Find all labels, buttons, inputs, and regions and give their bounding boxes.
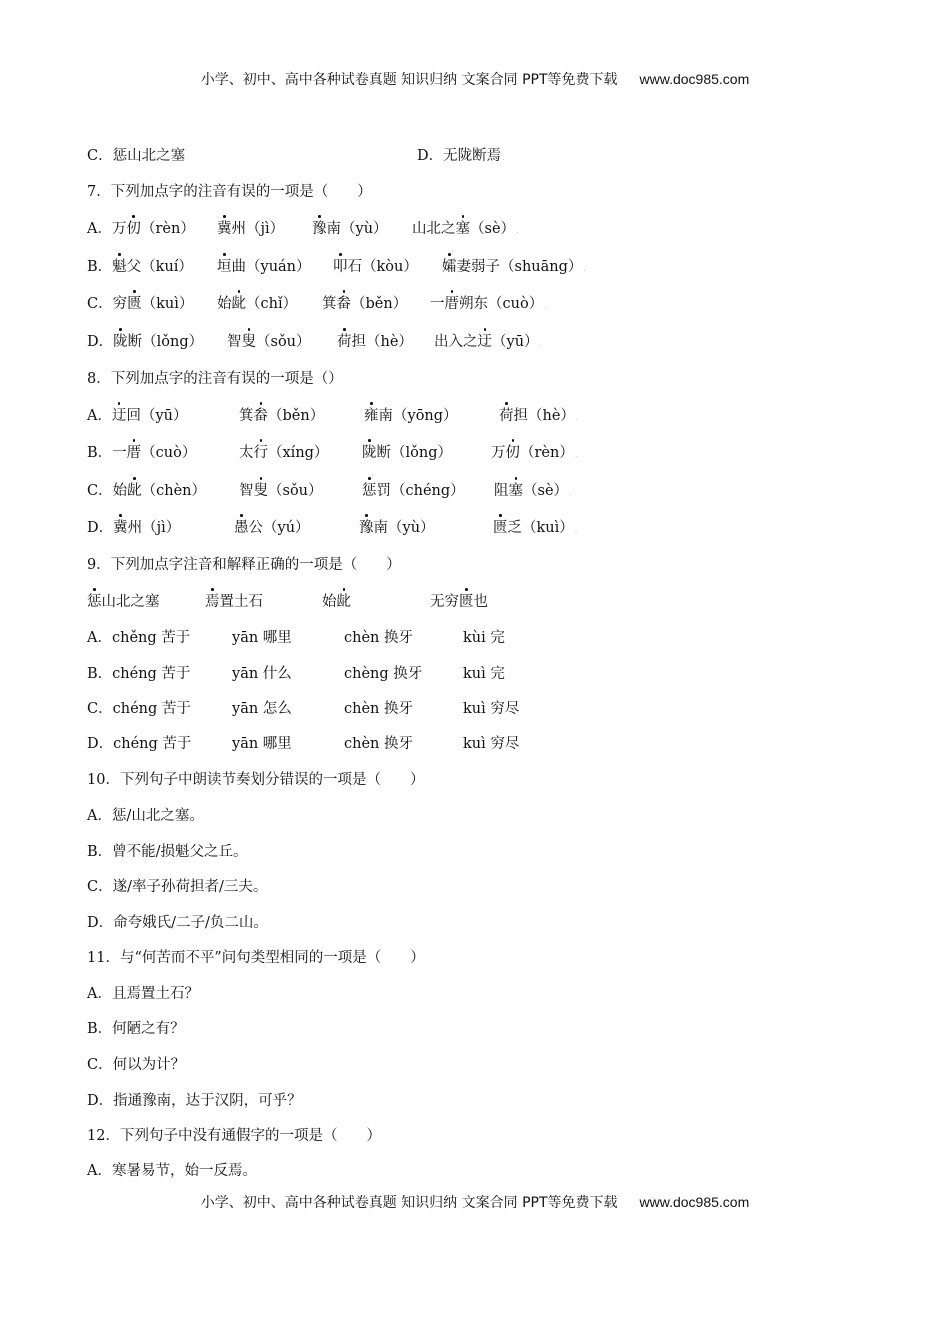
pinyin: （lǒng） [391, 445, 452, 461]
option-item [232, 733, 292, 755]
word-prefix: 始 [322, 594, 337, 610]
option-text: chéng 苦于 [113, 736, 192, 752]
q10-option-d: D．命夸娥氏/二子/负二山。 [87, 915, 268, 931]
pinyin: （kuì） [522, 520, 574, 536]
footer-banner-site: www.doc985.com [639, 1194, 750, 1210]
option-item [364, 405, 458, 427]
q9-word [87, 591, 160, 613]
dotted-char: 冀 [217, 218, 232, 240]
pinyin: （cuò） [141, 445, 197, 461]
option-item [217, 293, 297, 315]
option-item [344, 627, 413, 649]
pinyin: （lǒng） [142, 334, 204, 350]
option-text: 无陇断焉 [443, 148, 502, 164]
word-suffix: 也 [473, 594, 488, 610]
q12-option-a: A．寒暑易节，始一反焉。 [87, 1163, 257, 1179]
word-prefix: 箕 [239, 408, 254, 424]
word-prefix: 太 [239, 445, 254, 461]
option-text: chèng 换牙 [344, 666, 423, 682]
option-label: D． [417, 148, 444, 164]
dotted-char: 畚 [254, 405, 269, 427]
pinyin: （rèn） [140, 221, 195, 237]
option-item [87, 331, 203, 353]
option-label: D． [87, 736, 114, 752]
word-suffix: 担 [513, 408, 528, 424]
option-text: chèn 换牙 [344, 701, 413, 717]
pinyin: （yú） [263, 520, 310, 536]
pinyin: （cuò） [488, 296, 544, 312]
q6-option-c [87, 145, 185, 167]
option-label: C． [87, 148, 113, 164]
q10-option-b: B．曾不能/损魁父之丘。 [87, 844, 248, 860]
q10-stem: 10．下列句子中朗读节奏划分错误的一项是（ ） [87, 772, 425, 788]
paragraph-mark: . [575, 413, 579, 422]
dotted-char: 匮 [493, 517, 508, 539]
header-banner [0, 69, 950, 89]
dotted-char: 惩 [362, 480, 377, 502]
option-label: A． [87, 408, 112, 424]
option-item [87, 663, 190, 685]
option-item [87, 218, 195, 240]
pinyin: （hè） [528, 408, 575, 424]
option-label: C． [87, 296, 113, 312]
pinyin: （yū） [492, 334, 539, 350]
option-item [491, 442, 577, 466]
pinyin: （jì） [142, 520, 181, 536]
option-text: chèn 换牙 [344, 630, 413, 646]
word-prefix: 阻 [494, 483, 509, 499]
dotted-char: 陇 [362, 442, 377, 464]
option-item [430, 293, 547, 317]
option-item [234, 517, 310, 539]
q9-word [322, 591, 351, 613]
q11-option-c: C．何以为计？ [87, 1057, 186, 1073]
pinyin: （kuì） [141, 296, 194, 312]
word-suffix: 州 [127, 520, 143, 536]
option-text: chèn 换牙 [344, 736, 413, 752]
option-item [239, 405, 324, 427]
option-item [239, 442, 328, 464]
pinyin: （shuāng） [500, 259, 583, 275]
pinyin: （běn） [351, 296, 408, 312]
option-item [344, 663, 422, 685]
pinyin: （běn） [268, 408, 325, 424]
option-item [362, 480, 465, 502]
option-text: chéng 苦于 [112, 666, 191, 682]
option-item [322, 293, 407, 315]
pinyin: （xíng） [268, 445, 329, 461]
word-prefix: 山北之 [412, 221, 456, 237]
option-item [463, 733, 519, 755]
dotted-char: 行 [254, 442, 269, 464]
pinyin: （chéng） [391, 483, 465, 499]
dotted-char: 雍 [364, 405, 379, 427]
dotted-char: 厝 [445, 293, 460, 315]
option-item [87, 627, 190, 649]
q10-option-a: A．惩/山北之塞。 [87, 808, 204, 824]
option-text: yān 哪里 [232, 736, 292, 752]
option-item [359, 517, 435, 539]
dotted-char: 迂 [112, 405, 127, 427]
word-suffix: 父 [126, 259, 142, 275]
word-prefix: 箕 [322, 296, 337, 312]
dotted-char: 叟 [242, 331, 257, 353]
pinyin: （rèn） [520, 445, 574, 461]
option-item [494, 480, 572, 504]
q8-stem: 8．下列加点字的注音有误的一项是（） [87, 371, 343, 387]
dotted-char: 魁 [112, 256, 127, 278]
header-banner-text: 小学、初中、高中各种试卷真题 知识归纳 文案合同 PPT等免费下载 [200, 72, 618, 88]
word-suffix: 妻弱子 [456, 259, 500, 275]
word-prefix: 一 [430, 296, 445, 312]
paragraph-mark: . [583, 264, 586, 273]
word-prefix: 万 [491, 445, 506, 461]
option-item [87, 733, 191, 755]
option-item [333, 256, 418, 278]
dotted-char: 厝 [127, 442, 142, 464]
option-text: 惩山北之塞 [112, 148, 186, 164]
dotted-char: 匮 [127, 293, 142, 315]
option-label: B． [87, 445, 113, 461]
word-suffix: 南 [378, 408, 393, 424]
word-suffix: 南 [326, 221, 341, 237]
option-item [463, 663, 505, 685]
dotted-char: 豫 [312, 218, 327, 240]
footer-banner-text: 小学、初中、高中各种试卷真题 知识归纳 文案合同 PPT等免费下载 [200, 1195, 618, 1211]
option-label: D． [87, 520, 114, 536]
word-prefix: 万 [111, 221, 127, 237]
word-suffix: 曲 [231, 259, 246, 275]
pinyin: （sǒu） [268, 483, 323, 499]
dotted-char: 迂 [478, 331, 493, 353]
word-suffix: 罚 [376, 483, 391, 499]
word-suffix: 断 [127, 334, 143, 350]
pinyin: （kuí） [141, 259, 193, 275]
dotted-char: 仞 [126, 218, 141, 240]
dotted-char: 愚 [234, 517, 249, 539]
q11-option-d: D．指通豫南，达于汉阴，可乎？ [87, 1093, 302, 1109]
option-label: C． [87, 483, 113, 499]
dotted-char: 匮 [459, 591, 474, 613]
option-text: yān 什么 [232, 666, 292, 682]
word-suffix: 南 [373, 520, 388, 536]
option-item [232, 627, 292, 649]
option-item [87, 293, 193, 315]
paragraph-mark: . [574, 525, 578, 534]
option-text: chéng 苦于 [112, 701, 191, 717]
dotted-char: 塞 [456, 218, 471, 240]
pinyin: （yōng） [393, 408, 458, 424]
option-item [362, 442, 452, 464]
option-text: yān 怎么 [232, 701, 292, 717]
pinyin: （sè） [523, 483, 569, 499]
q9-stem: 9．下列加点字注音和解释正确的一项是（ ） [87, 557, 401, 573]
word-prefix: 智 [227, 334, 242, 350]
word-prefix: 智 [239, 483, 254, 499]
pinyin: （yù） [341, 221, 388, 237]
dotted-char: 焉 [205, 591, 220, 613]
q11-option-b: B．何陋之有？ [87, 1021, 185, 1037]
word-suffix: 回 [126, 408, 141, 424]
paragraph-mark: . [539, 339, 543, 348]
option-label: A． [87, 630, 112, 646]
option-item [87, 405, 188, 427]
option-item [434, 331, 542, 355]
dotted-char: 叟 [254, 480, 269, 502]
option-item [239, 480, 323, 502]
dotted-char: 陇 [113, 331, 128, 353]
option-label: A． [87, 221, 112, 237]
option-text: kuì 完 [463, 666, 505, 682]
option-label: D． [87, 334, 114, 350]
option-text: kuì 穷尽 [463, 701, 520, 717]
footer-banner [0, 1192, 950, 1212]
paragraph-mark: . [569, 488, 572, 497]
dotted-char: 仞 [506, 442, 521, 464]
option-item [312, 218, 388, 240]
dotted-char: 龀 [127, 480, 142, 502]
q7-stem: 7．下列加点字的注音有误的一项是（ ） [87, 184, 372, 200]
word-prefix: 穷 [112, 296, 128, 312]
option-item [87, 517, 180, 539]
option-item [499, 405, 578, 429]
option-item [442, 256, 586, 280]
dotted-char: 豫 [359, 517, 374, 539]
pinyin: （kòu） [362, 259, 418, 275]
option-item [87, 256, 193, 278]
pinyin: （chèn） [141, 483, 206, 499]
dotted-char: 畚 [337, 293, 352, 315]
word-suffix: 乏 [507, 520, 522, 536]
option-item [87, 698, 191, 720]
option-label: B． [87, 259, 113, 275]
header-banner-site: www.doc985.com [639, 71, 750, 87]
option-item [344, 698, 413, 720]
pinyin: （yuán） [246, 259, 311, 275]
word-suffix: 石 [347, 259, 362, 275]
option-item [87, 480, 206, 502]
paragraph-mark: . [544, 301, 547, 310]
dotted-char: 孀 [442, 256, 457, 278]
word-suffix: 朔东 [459, 296, 488, 312]
dotted-char: 荷 [337, 331, 352, 353]
q12-stem: 12．下列句子中没有通假字的一项是（ ） [87, 1128, 381, 1144]
option-item [232, 663, 292, 685]
dotted-char: 冀 [113, 517, 128, 539]
q9-word [205, 591, 263, 613]
pinyin: （sǒu） [256, 334, 311, 350]
option-item [463, 698, 519, 720]
option-item [463, 627, 505, 649]
word-suffix: 担 [351, 334, 366, 350]
dotted-char: 惩 [87, 591, 102, 613]
word-prefix: 始 [112, 483, 128, 499]
pinyin: （sè） [470, 221, 516, 237]
dotted-char: 荷 [499, 405, 514, 427]
q11-stem: 11．与“何苦而不平”问句类型相同的一项是（ ） [87, 950, 425, 966]
option-label: B． [87, 666, 113, 682]
q9-word [430, 591, 488, 613]
option-item [227, 331, 311, 353]
dotted-char: 龀 [337, 591, 352, 613]
option-item [87, 442, 196, 464]
dotted-char: 叩 [333, 256, 348, 278]
option-item [344, 733, 413, 755]
word-suffix: 山北之塞 [101, 594, 160, 610]
option-text: kùi 完 [463, 630, 505, 646]
word-prefix: 出入之 [434, 334, 478, 350]
word-prefix: 无穷 [430, 594, 459, 610]
word-suffix: 断 [376, 445, 391, 461]
word-prefix: 始 [217, 296, 232, 312]
option-item [493, 517, 577, 541]
q11-option-a: A．且焉置土石？ [87, 986, 199, 1002]
option-item [217, 218, 284, 240]
pinyin: （jì） [246, 221, 285, 237]
word-suffix: 公 [248, 520, 263, 536]
option-text: chěng 苦于 [111, 630, 191, 646]
option-label: C． [87, 701, 113, 717]
dotted-char: 塞 [509, 480, 524, 502]
option-text: yān 哪里 [232, 630, 292, 646]
dotted-char: 龀 [232, 293, 247, 315]
paragraph-mark: . [516, 226, 519, 235]
dotted-char: 垣 [217, 256, 232, 278]
option-item [337, 331, 413, 353]
pinyin: （yū） [140, 408, 188, 424]
option-item [412, 218, 519, 242]
word-suffix: 州 [231, 221, 246, 237]
pinyin: （yù） [388, 520, 435, 536]
option-item [232, 698, 292, 720]
pinyin: （chǐ） [246, 296, 298, 312]
word-prefix: 一 [112, 445, 127, 461]
paragraph-mark: . [574, 450, 578, 459]
option-item [217, 256, 311, 278]
q6-option-d: D．无陇断焉. [417, 148, 505, 164]
pinyin: （hè） [366, 334, 413, 350]
word-suffix: 置土石 [219, 594, 263, 610]
option-text: kuì 穷尽 [463, 736, 520, 752]
q10-option-c: C．遂/率子孙荷担者/三夫。 [87, 879, 268, 895]
